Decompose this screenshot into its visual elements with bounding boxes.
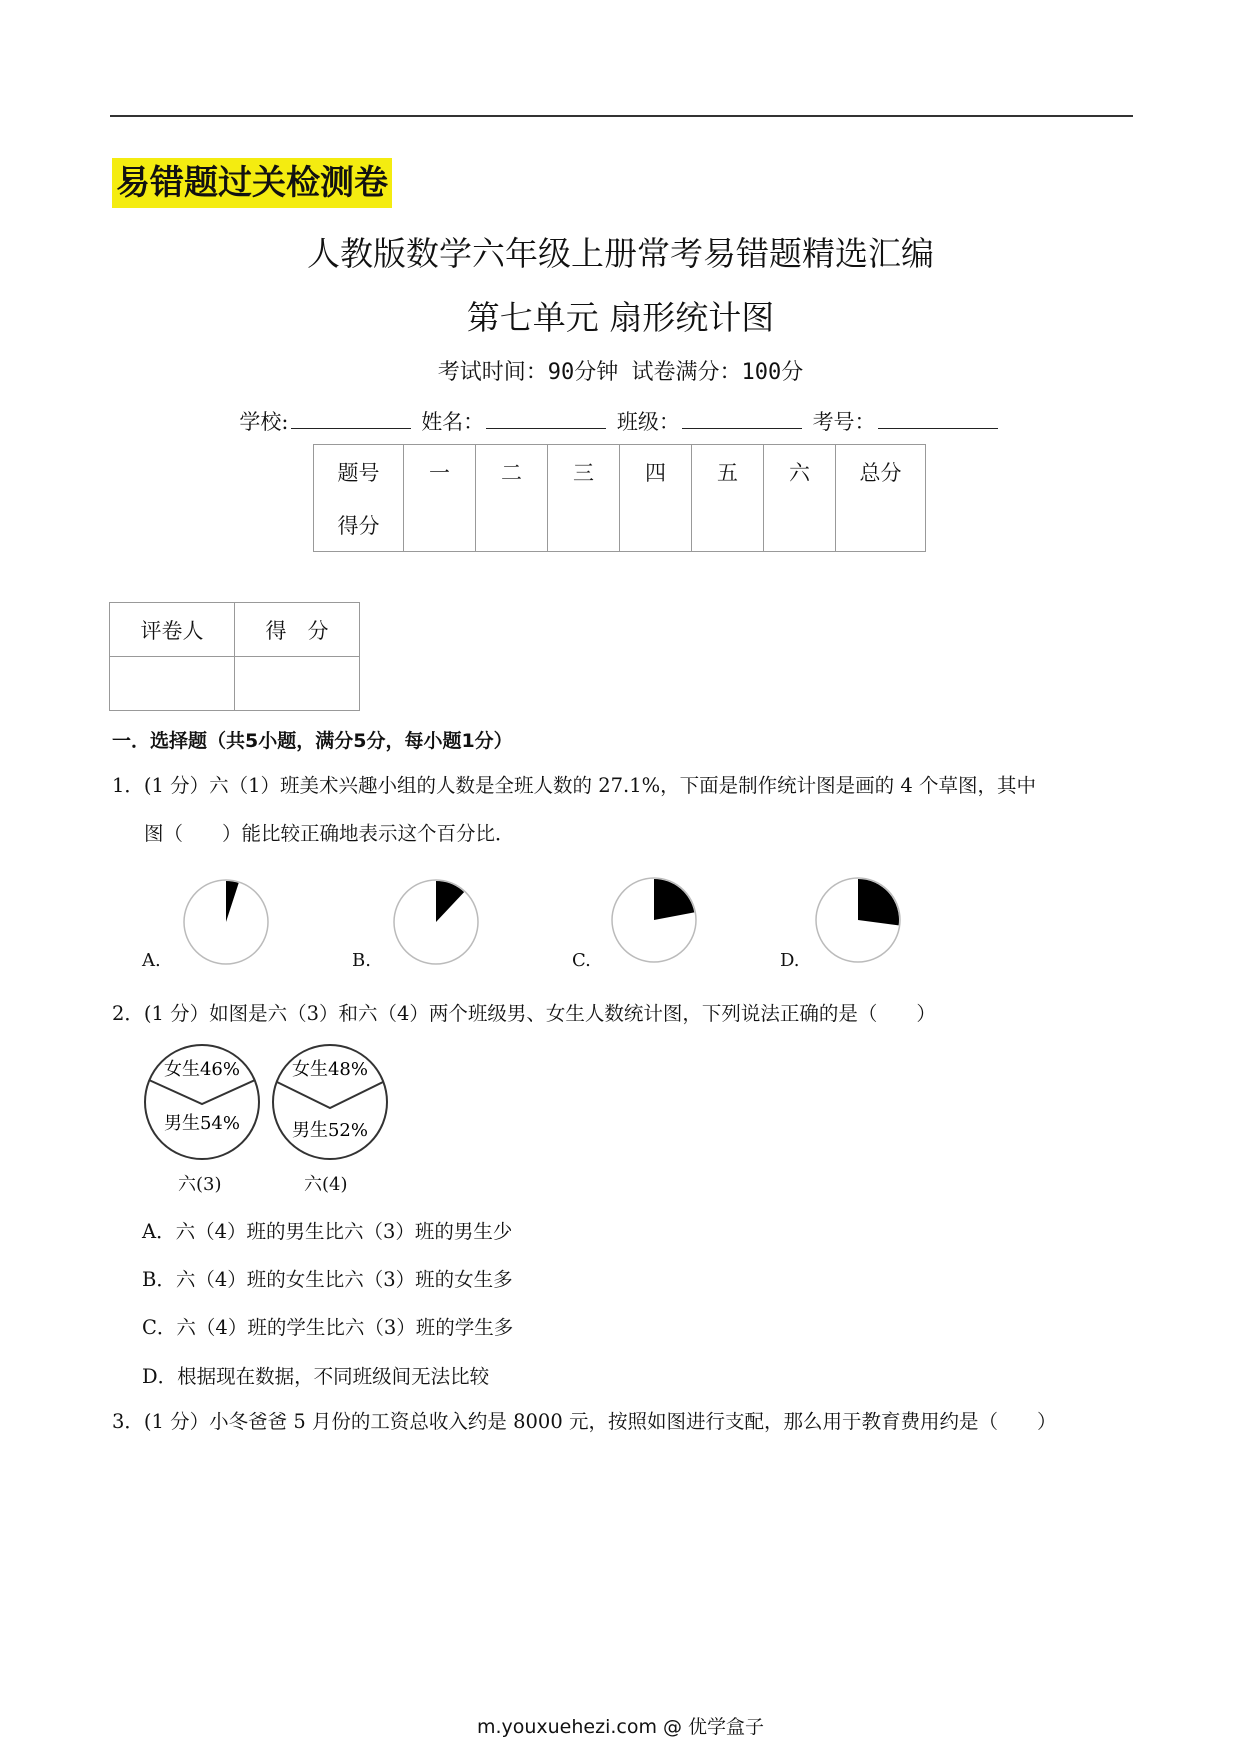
pie-class4-boys-label: 男生52% [291, 1120, 369, 1141]
score-table [313, 444, 926, 552]
pie-class3-boys-label: 男生54% [163, 1113, 241, 1134]
pie-class4-caption: 六(4) [304, 1174, 348, 1195]
q1-option-d-label[interactable]: D. [780, 950, 800, 971]
score-header-cell: 总分 [836, 445, 926, 499]
q1-pie-d [808, 870, 908, 970]
section-title: 一．选择题（共5小题，满分5分，每小题1分） [112, 730, 513, 752]
top-rule [110, 115, 1133, 117]
q2-pie-class3 [140, 1040, 265, 1165]
score-row-label: 得分 [314, 498, 404, 552]
score-header-cell: 六 [764, 445, 836, 499]
score-cell[interactable] [764, 498, 836, 552]
page-title: 人教版数学六年级上册常考易错题精选汇编 [307, 234, 934, 273]
score-cell[interactable] [620, 498, 692, 552]
q2-choice-a[interactable]: A．六（4）班的男生比六（3）班的男生少 [142, 1220, 513, 1243]
pie-d-slice [858, 879, 899, 925]
grader-score-label: 得 分 [235, 603, 360, 657]
question-1-stem: 1．(1 分）六（1）班美术兴趣小组的人数是全班人数的 27.1%，下面是制作统计图是画的 4 个草图，其中 [112, 774, 1036, 797]
grader-cell[interactable] [110, 657, 235, 711]
name-label: 姓名： [421, 410, 485, 434]
badge-label: 易错题过关检测卷 [112, 158, 392, 208]
q2-choice-b[interactable]: B．六（4）班的女生比六（3）班的女生多 [142, 1268, 513, 1291]
class-field[interactable] [682, 410, 802, 429]
score-header-cell: 一 [404, 445, 476, 499]
unit-title: 第七单元 扇形统计图 [466, 298, 775, 337]
grader-label: 评卷人 [110, 603, 235, 657]
score-cell[interactable] [836, 498, 926, 552]
q1-option-a-label[interactable]: A. [142, 950, 161, 971]
footer-source: m.youxuehezi.com @ 优学盒子 [476, 1716, 765, 1738]
score-cell[interactable] [404, 498, 476, 552]
q2-choice-c[interactable]: C．六（4）班的学生比六（3）班的学生多 [142, 1316, 514, 1339]
score-header-cell: 四 [620, 445, 692, 499]
question-3-stem: 3．(1 分）小冬爸爸 5 月份的工资总收入约是 8000 元，按照如图进行支配，那么用于教育费用约是（ ） [112, 1410, 1057, 1433]
score-header-cell: 题号 [314, 445, 404, 499]
class-label: 班级： [616, 410, 680, 434]
exam-meta: 考试时间：90分钟 试卷满分：100分 [437, 360, 804, 385]
score-header-cell: 三 [548, 445, 620, 499]
score-cell[interactable] [476, 498, 548, 552]
q2-pie-class4 [268, 1040, 393, 1165]
pie-class3-girls-label: 女生46% [163, 1059, 241, 1080]
score-cell[interactable] [692, 498, 764, 552]
q1-pie-c [604, 870, 704, 970]
grader-score-cell[interactable] [235, 657, 360, 711]
q2-choice-d[interactable]: D．根据现在数据，不同班级间无法比较 [142, 1365, 490, 1388]
pie-class4-girls-label: 女生48% [291, 1059, 369, 1080]
q1-pie-a [176, 872, 276, 972]
grader-table [109, 602, 360, 711]
question-1-stem-cont: 图（ ）能比较正确地表示这个百分比． [144, 822, 515, 845]
q1-option-c-label[interactable]: C. [572, 950, 591, 971]
q1-option-b-label[interactable]: B. [352, 950, 371, 971]
school-label: 学校: [239, 410, 289, 434]
pie-class3-caption: 六(3) [178, 1174, 222, 1195]
name-field[interactable] [486, 410, 606, 429]
number-label: 考号： [812, 410, 876, 434]
q1-pie-b [386, 872, 486, 972]
score-cell[interactable] [548, 498, 620, 552]
number-field[interactable] [878, 410, 998, 429]
student-fields [0, 406, 1241, 436]
score-header-cell: 五 [692, 445, 764, 499]
score-header-cell: 二 [476, 445, 548, 499]
question-2-stem: 2．(1 分）如图是六（3）和六（4）两个班级男、女生人数统计图，下列说法正确的是（ ） [112, 1002, 936, 1025]
school-field[interactable] [291, 410, 411, 429]
